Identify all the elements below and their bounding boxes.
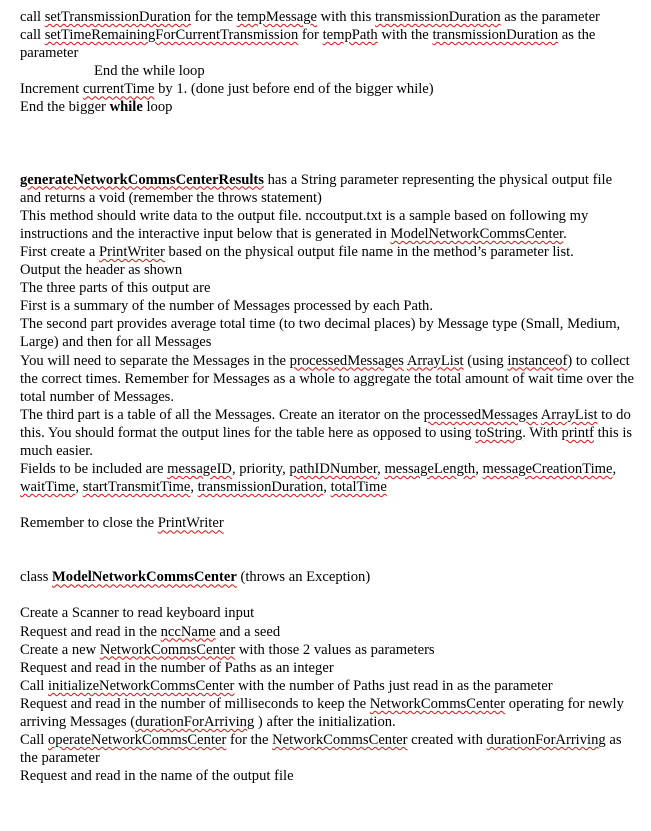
line-set-transmission-duration: call setTransmissionDuration for the tempMessage with this transmissionDuration as the parameter: [20, 9, 600, 25]
spacer: [20, 586, 635, 604]
line-read-ncc-name: Request and read in the nccName and a seed: [20, 623, 281, 640]
paragraph-header: Output the header as shown: [20, 262, 183, 279]
line-read-milliseconds: Request and read in the number of milliseconds to keep the NetworkCommsCenter operating for newly arriving Messages (durationForArriving ) after the initialization.: [20, 695, 624, 730]
method-name: generateNetworkCommsCenterResults: [20, 171, 264, 188]
line-create-scanner: Create a Scanner to read keyboard input: [20, 605, 255, 622]
spacer: [20, 117, 635, 171]
line-end-while: End the while loop: [94, 63, 205, 80]
class-heading: class ModelNetworkCommsCenter (throws an Exception): [20, 569, 371, 586]
spacer: [20, 532, 635, 568]
class-name: ModelNetworkCommsCenter: [52, 569, 237, 586]
paragraph-separate-messages: You will need to separate the Messages in the processedMessages ArrayList (using instanceof) to collect the correct times. Remember for Messages as a whole to aggregate the total amount of wait time over the total number of Messages.: [20, 352, 634, 405]
paragraph-create-printwriter: First create a PrintWriter based on the physical output file name in the method’s parameter list.: [20, 243, 574, 260]
line-operate-ncc: Call operateNetworkCommsCenter for the NetworkCommsCenter created with durationForArriving as the parameter: [20, 732, 622, 767]
paragraph-fields: Fields to be included are messageID, priority, pathIDNumber, messageLength, messageCreationTime, waitTime, startTransmitTime, transmissionDuration, totalTime: [20, 461, 617, 496]
line-set-time-remaining: call setTimeRemainingForCurrentTransmission for tempPath with the transmissionDuration as the parameter: [20, 27, 596, 62]
line-initialize-ncc: Call initializeNetworkCommsCenter with the number of Paths just read in as the parameter: [20, 677, 553, 694]
line-read-output-file: Request and read in the name of the output file: [20, 768, 294, 785]
line-end-bigger-while: End the bigger while loop: [20, 99, 173, 116]
generate-results-heading: generateNetworkCommsCenterResults has a String parameter representing the physical output file and returns a void (remember the throws statement): [20, 171, 613, 206]
paragraph-three-parts: The three parts of this output are: [20, 280, 211, 297]
spacer: [20, 496, 635, 514]
paragraph-write-data: This method should write data to the output file. nccoutput.txt is a sample based on following my instructions and the interactive input below that is generated in ModelNetworkCommsCenter.: [20, 207, 589, 242]
line-read-paths: Request and read in the number of Paths as an integer: [20, 659, 334, 676]
paragraph-summary: First is a summary of the number of Messages processed by each Path.: [20, 298, 433, 315]
line-increment-time: Increment currentTime by 1. (done just before end of the bigger while): [20, 81, 434, 98]
paragraph-close-printwriter: Remember to close the PrintWriter: [20, 515, 224, 532]
paragraph-table: The third part is a table of all the Messages. Create an iterator on the processedMessages ArrayList to do this. You should format the output lines for the table here as opposed to using toString. With printf this is much easier.: [20, 406, 633, 459]
line-create-ncc: Create a new NetworkCommsCenter with those 2 values as parameters: [20, 641, 435, 658]
paragraph-average-time: The second part provides average total time (to two decimal places) by Message type (Small, Medium, Large) and then for all Messages: [20, 316, 621, 351]
